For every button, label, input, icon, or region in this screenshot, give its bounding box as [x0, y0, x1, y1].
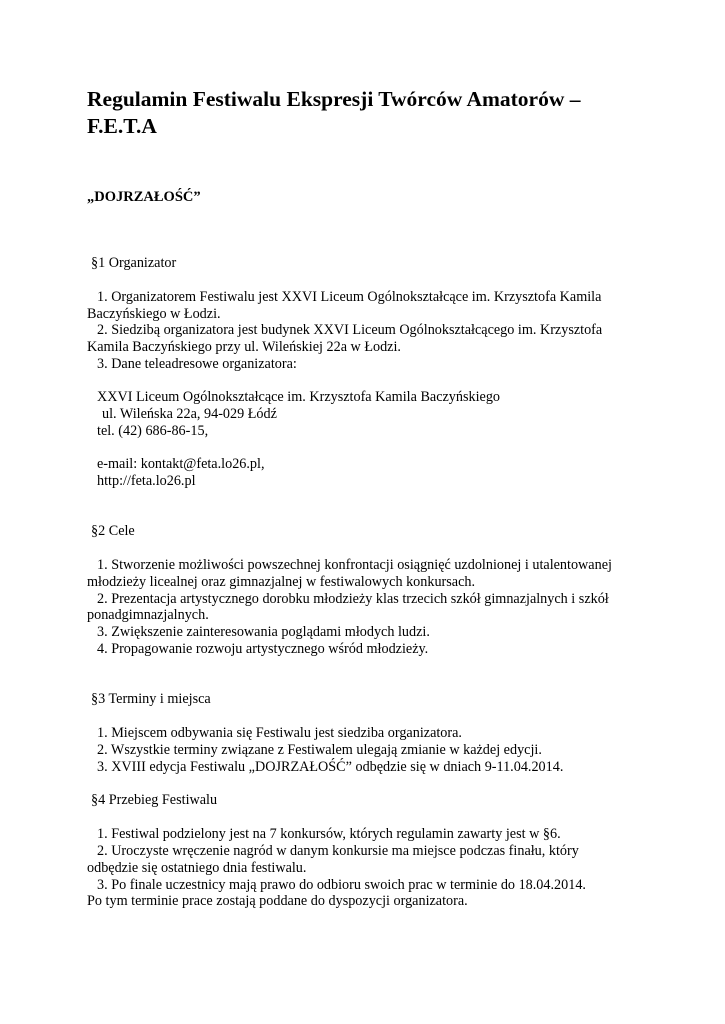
title-line-2: F.E.T.A — [87, 114, 157, 138]
section-1-point-2-cont: Kamila Baczyńskiego przy ul. Wileńskiej 22a w Łodzi. — [87, 339, 401, 355]
contact-email: e-mail: kontakt@feta.lo26.pl, — [97, 456, 265, 472]
section-3-point-2: 2. Wszystkie terminy związane z Festiwalem ulegają zmianie w każdej edycji. — [97, 742, 542, 758]
section-4-point-2: 2. Uroczyste wręczenie nagród w danym konkursie ma miejsce podczas finału, który — [97, 843, 579, 859]
section-2-point-2-cont: ponadgimnazjalnych. — [87, 607, 209, 623]
contact-school-name: XXVI Liceum Ogólnokształcące im. Krzysztofa Kamila Baczyńskiego — [97, 389, 501, 405]
section-1-point-1-cont: Baczyńskiego w Łodzi. — [87, 306, 221, 322]
section-1-point-2: 2. Siedzibą organizatora jest budynek XXVI Liceum Ogólnokształcącego im. Krzysztofa — [97, 322, 603, 338]
section-2-point-3: 3. Zwiększenie zainteresowania poglądami młodych ludzi. — [97, 624, 430, 640]
contact-street: ul. Wileńska 22a, 94-029 Łódź — [102, 406, 277, 422]
section-4-heading: §4 Przebieg Festiwalu — [91, 792, 218, 808]
contact-website: http://feta.lo26.pl — [97, 473, 196, 489]
document-title — [87, 86, 647, 140]
section-3-point-1: 1. Miejscem odbywania się Festiwalu jest siedziba organizatora. — [97, 725, 462, 741]
section-3-point-3: 3. XVIII edycja Festiwalu „DOJRZAŁOŚĆ” odbędzie się w dniach 9-11.04.2014. — [97, 759, 564, 775]
section-2-point-1: 1. Stworzenie możliwości powszechnej konfrontacji osiągnięć uzdolnionej i utalentowanej — [97, 557, 612, 573]
section-2-point-2: 2. Prezentacja artystycznego dorobku młodzieży klas trzecich szkół gimnazjalnych i szkół — [97, 591, 609, 607]
section-1-heading: §1 Organizator — [91, 255, 177, 271]
section-4-point-2-cont: odbędzie się ostatniego dnia festiwalu. — [87, 860, 307, 876]
document-subtitle: „DOJRZAŁOŚĆ” — [87, 189, 201, 205]
section-3-heading: §3 Terminy i miejsca — [91, 691, 211, 707]
section-1-point-1: 1. Organizatorem Festiwalu jest XXVI Liceum Ogólnokształcące im. Krzysztofa Kamila — [97, 289, 602, 305]
section-4-point-3-cont: Po tym terminie prace zostają poddane do dyspozycji organizatora. — [87, 893, 468, 909]
section-1-point-3: 3. Dane teleadresowe organizatora: — [97, 356, 297, 372]
section-2-point-1-cont: młodzieży licealnej oraz gimnazjalnej w festiwalowych konkursach. — [87, 574, 476, 590]
section-2-heading: §2 Cele — [91, 523, 135, 539]
contact-phone: tel. (42) 686-86-15, — [97, 423, 209, 439]
section-4-point-1: 1. Festiwal podzielony jest na 7 konkursów, których regulamin zawarty jest w §6. — [97, 826, 561, 842]
section-2-point-4: 4. Propagowanie rozwoju artystycznego wśród młodzieży. — [97, 641, 429, 657]
section-4-point-3: 3. Po finale uczestnicy mają prawo do odbioru swoich prac w terminie do 18.04.2014. — [97, 877, 586, 893]
title-line-1: Regulamin Festiwalu Ekspresji Twórców Amatorów – — [87, 87, 581, 111]
